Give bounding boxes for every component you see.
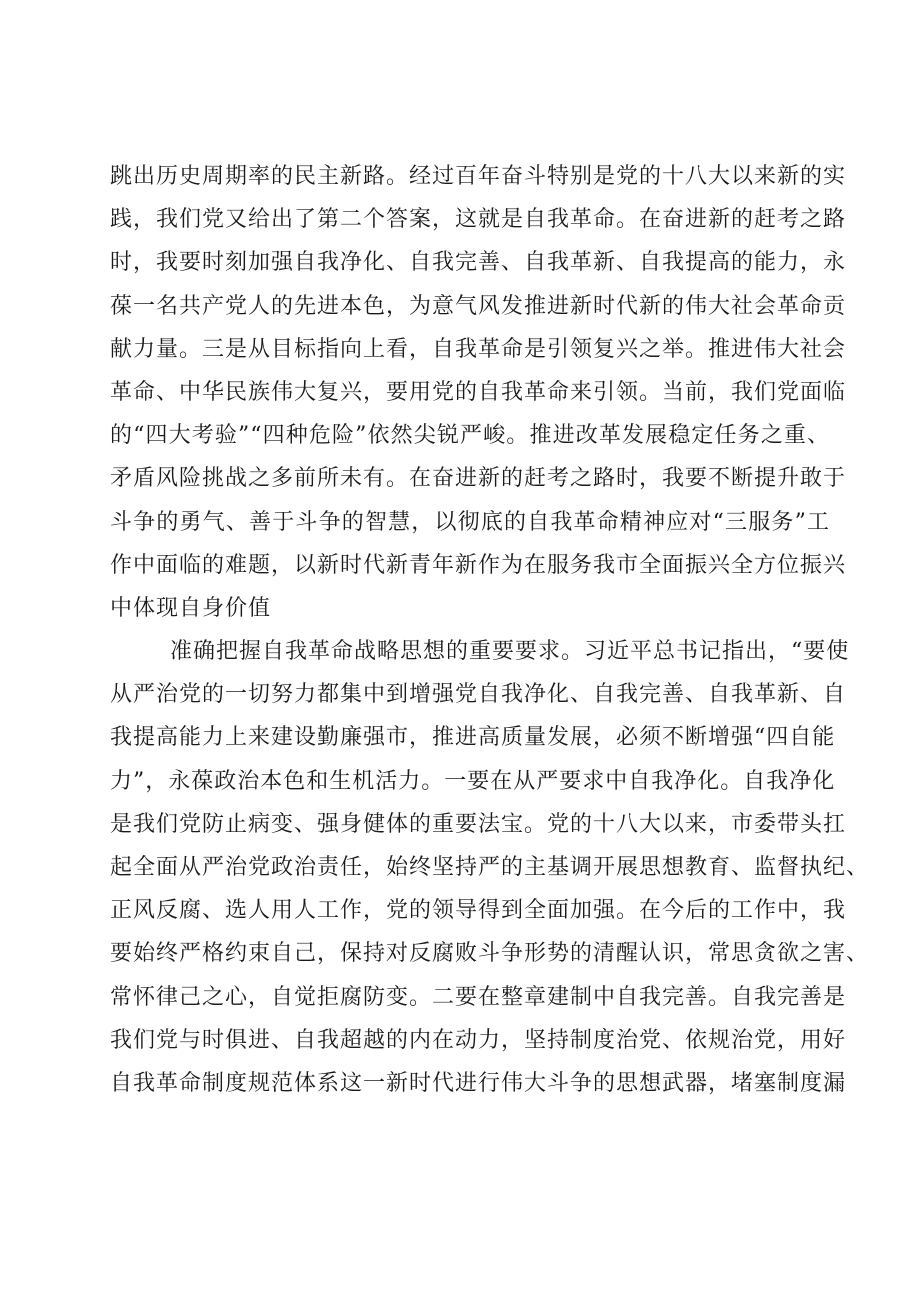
text-line: 自我革命制度规范体系这一新时代进行伟大斗争的思想武器，堵塞制度漏	[110, 1070, 847, 1096]
text-line: 正风反腐、选人用人工作，党的领导得到全面加强。在今后的工作中，我	[110, 898, 847, 924]
text-line: 跳出历史周期率的民主新路。经过百年奋斗特别是党的十八大以来新的实	[110, 164, 847, 189]
text-line: 力”，永葆政治本色和生机活力。一要在从严要求中自我净化。自我净化	[110, 768, 836, 794]
text-line: 革命、中华民族伟大复兴，要用党的自我革命来引领。当前，我们党面临	[110, 379, 847, 405]
text-line: 从严治党的一切努力都集中到增强党自我净化、自我完善、自我革新、自	[110, 682, 847, 708]
text-line: 是我们党防止病变、强身健体的重要法宝。党的十八大以来，市委带头扛	[110, 811, 847, 837]
text-line: 我们党与时俱进、自我超越的内在动力，坚持制度治党、依规治党，用好	[110, 1027, 847, 1053]
text-line: 的“四大考验”“四种危险”依然尖锐严峻。推进改革发展稳定任务之重、	[110, 423, 830, 449]
text-line: 常怀律己之心，自觉拒腐防变。二要在整章建制中自我完善。自我完善是	[110, 984, 847, 1010]
paragraph-start-line: 准确把握自我革命战略思想的重要要求。习近平总书记指出，“要使	[170, 639, 850, 665]
paragraph-end-line: 中体现自身价值	[110, 595, 272, 621]
body-text	[110, 155, 870, 1105]
text-line: 我提高能力上来建设勤廉强市，推进高质量发展，必须不断增强“四自能	[110, 725, 836, 751]
text-line: 葆一名共产党人的先进本色，为意气风发推进新时代新的伟大社会革命贡	[110, 293, 847, 319]
text-line: 作中面临的难题，以新时代新青年新作为在服务我市全面振兴全方位振兴	[110, 552, 847, 578]
text-line: 斗争的勇气、善于斗争的智慧，以彻底的自我革命精神应对“三服务”工	[110, 509, 830, 535]
text-line: 献力量。三是从目标指向上看，自我革命是引领复兴之举。推进伟大社会	[110, 336, 847, 362]
text-line: 起全面从严治党政治责任，始终坚持严的主基调开展思想教育、监督执纪、	[110, 855, 870, 880]
text-line: 矛盾风险挑战之多前所未有。在奋进新的赶考之路时，我要不断提升敢于	[110, 466, 847, 492]
text-line: 践，我们党又给出了第二个答案，这就是自我革命。在奋进新的赶考之路	[110, 207, 847, 233]
text-line: 时，我要时刻加强自我净化、自我完善、自我革新、自我提高的能力，永	[110, 250, 847, 276]
text-line: 要始终严格约束自己，保持对反腐败斗争形势的清醒认识，常思贪欲之害、	[110, 941, 870, 967]
